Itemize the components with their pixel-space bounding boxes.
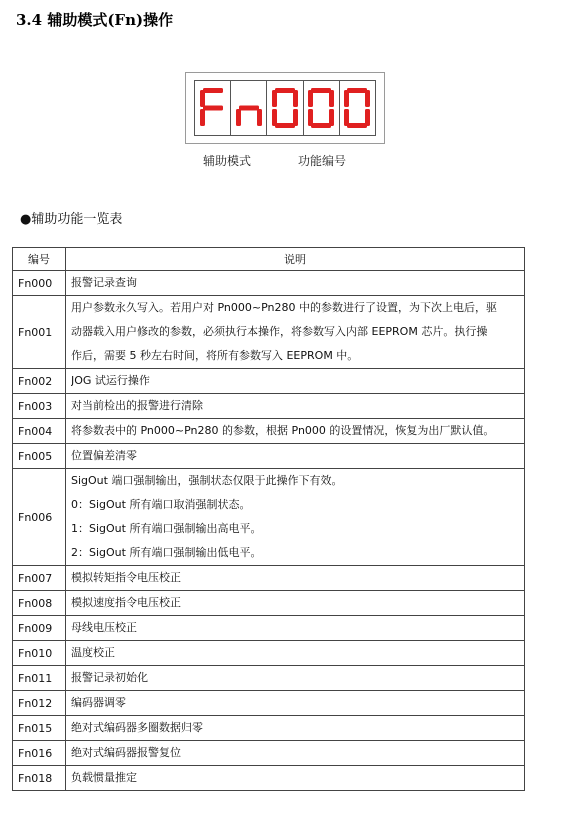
display-digit [231,81,267,135]
table-row [13,271,525,296]
function-code: Fn018 [13,766,66,791]
description-line: 位置偏差清零 [71,449,137,462]
segment-b [365,90,370,107]
function-description [66,591,525,616]
table-row [13,469,525,566]
description-line: SigOut 端口强制输出，强制状态仅限于此操作下有效。 [71,474,343,487]
description-line: 0：SigOut 所有端口取消强制状态。 [71,498,251,511]
segment-d [347,123,367,128]
description-line: JOG 试运行操作 [71,374,150,387]
digit-glyph-3 [306,86,336,130]
seven-segment-display [194,80,376,136]
segment-a [311,88,331,93]
description-line: 模拟速度指令电压校正 [71,596,181,609]
function-code: Fn012 [13,691,66,716]
segment-f [272,90,277,107]
segment-g [239,106,259,111]
segment-c [257,109,262,126]
segment-f [308,90,313,107]
function-description [66,566,525,591]
description-line: 用户参数永久写入。若用户对 Pn000~Pn280 中的参数进行了设置，为下次上电后，驱 [71,301,498,314]
table-row [13,741,525,766]
description-line: 绝对式编码器报警复位 [71,746,181,759]
function-code: Fn011 [13,666,66,691]
function-code: Fn009 [13,616,66,641]
table-header-row [13,248,525,271]
table-row [13,641,525,666]
function-code: Fn003 [13,394,66,419]
table-row [13,766,525,791]
table-row [13,296,525,369]
segment-b [329,90,334,107]
description-line: 将参数表中的 Pn000~Pn280 的参数，根据 Pn000 的设置情况，恢复为出厂默认值。 [71,424,495,437]
description-line: 模拟转矩指令电压校正 [71,571,181,584]
function-table [12,247,525,791]
function-code: Fn016 [13,741,66,766]
table-row [13,616,525,641]
function-code: Fn005 [13,444,66,469]
table-row [13,716,525,741]
digit-glyph-0 [198,86,228,130]
function-description [66,394,525,419]
display-digit [304,81,340,135]
description-line: 绝对式编码器多圈数据归零 [71,721,203,734]
segment-e [344,109,349,126]
segment-a [203,88,223,93]
description-line: 对当前检出的报警进行清除 [71,399,203,412]
function-description [66,716,525,741]
function-description [66,469,525,566]
segment-d [275,123,295,128]
table-row [13,666,525,691]
display-digit [267,81,303,135]
digit-glyph-1 [234,86,264,130]
description-line: 负载惯量推定 [71,771,137,784]
function-description [66,741,525,766]
table-row [13,566,525,591]
table-row [13,419,525,444]
function-description [66,296,525,369]
description-line: 作后，需要 5 秒左右时间，将所有参数写入 EEPROM 中。 [71,349,359,362]
segment-e [236,109,241,126]
function-code: Fn008 [13,591,66,616]
function-description [66,766,525,791]
segment-d [311,123,331,128]
segment-g [203,106,223,111]
function-code: Fn010 [13,641,66,666]
table-row [13,591,525,616]
display-digit [195,81,231,135]
function-description [66,616,525,641]
description-line: 报警记录初始化 [71,671,148,684]
function-description [66,691,525,716]
function-description [66,641,525,666]
segment-f [200,90,205,107]
description-line: 温度校正 [71,646,115,659]
table-row [13,444,525,469]
segment-a [275,88,295,93]
description-line: 母线电压校正 [71,621,137,634]
digit-glyph-2 [270,86,300,130]
function-code: Fn015 [13,716,66,741]
function-code: Fn007 [13,566,66,591]
display-label-aux-mode: 辅助模式 [203,154,252,168]
description-line: 2：SigOut 所有端口强制输出低电平。 [71,546,262,559]
description-line: 动器载入用户修改的参数，必须执行本操作，将参数写入内部 EEPROM 芯片。执行操 [71,325,488,338]
function-description [66,419,525,444]
segment-a [347,88,367,93]
display-label-function-number: 功能编号 [298,154,347,168]
function-description [66,271,525,296]
segment-f [344,90,349,107]
digit-glyph-4 [342,86,372,130]
function-code: Fn002 [13,369,66,394]
segment-e [308,109,313,126]
description-line: 1：SigOut 所有端口强制输出高电平。 [71,522,262,535]
function-code: Fn006 [13,469,66,566]
table-row [13,369,525,394]
segment-e [272,109,277,126]
segment-b [293,90,298,107]
function-description [66,666,525,691]
function-code: Fn001 [13,296,66,369]
function-description [66,369,525,394]
segment-e [200,109,205,126]
table-row [13,691,525,716]
description-line: 编码器调零 [71,696,126,709]
header-code: 编号 [13,248,66,271]
description-line: 报警记录查询 [71,276,137,289]
panel-display [185,72,385,144]
function-code: Fn000 [13,271,66,296]
display-digit [340,81,375,135]
header-description: 说明 [66,248,525,271]
function-description [66,444,525,469]
section-heading: 3.4 辅助模式(Fn)操作 [16,11,174,29]
table-row [13,394,525,419]
table-subheading: ●辅助功能一览表 [20,212,123,227]
function-code: Fn004 [13,419,66,444]
